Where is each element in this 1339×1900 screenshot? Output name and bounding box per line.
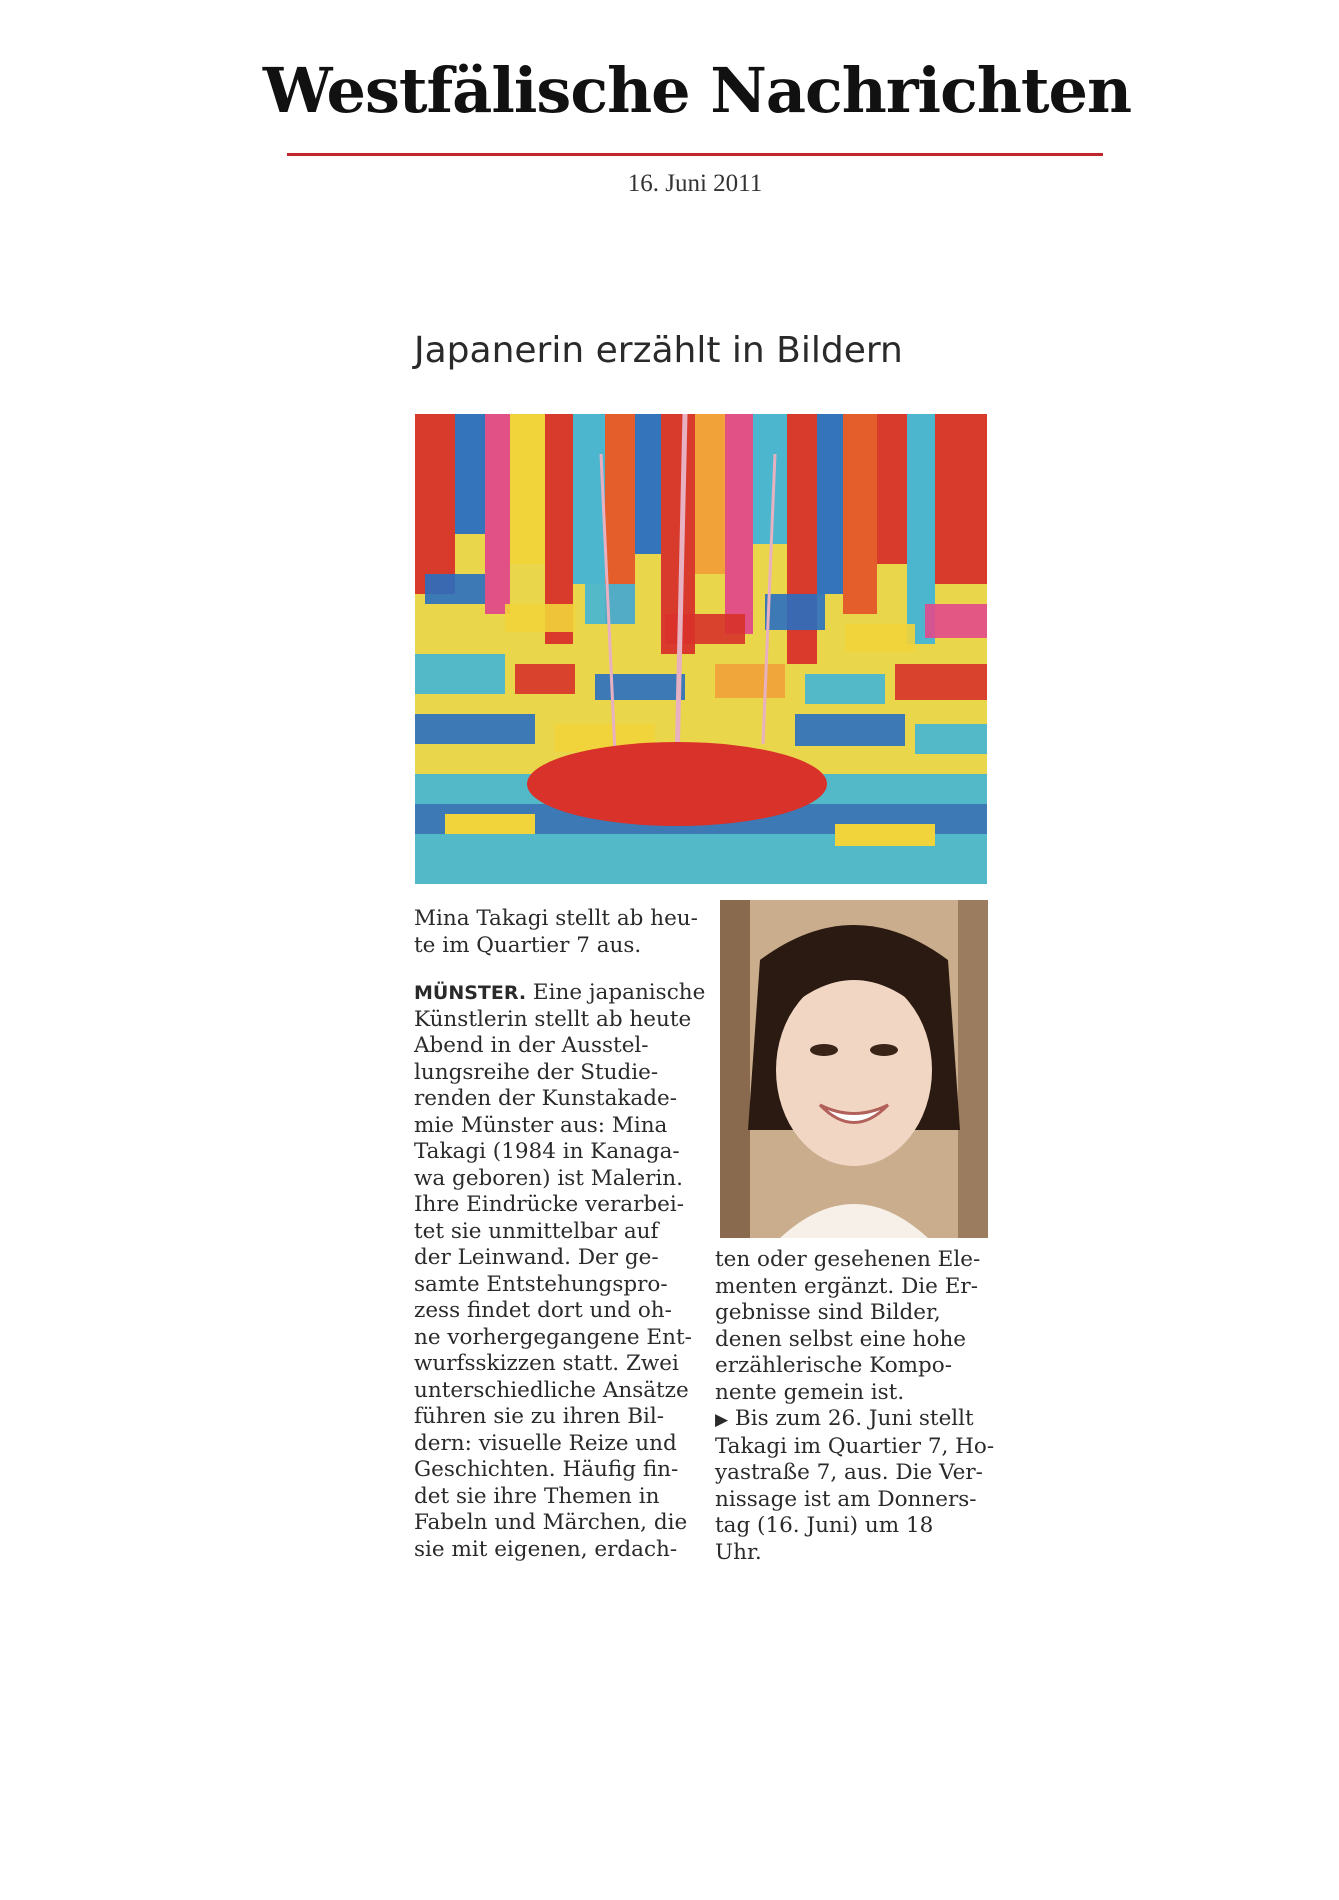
info-line-rest: Bis zum 26. Juni stellt xyxy=(728,1406,974,1431)
image-caption xyxy=(414,906,704,959)
body-line: Fabeln und Märchen, die xyxy=(414,1510,688,1535)
article-headline: Japanerin erzählt in Bildern xyxy=(414,330,903,371)
body-line: führen sie zu ihren Bil- xyxy=(414,1404,665,1429)
body-line: det sie ihre Themen in xyxy=(414,1483,660,1509)
body-line: zess findet dort und oh- xyxy=(414,1298,672,1323)
body-line: denen selbst eine hohe xyxy=(715,1326,967,1352)
arrow-icon: ▶ xyxy=(715,1410,729,1430)
body-line: gebnisse sind Bilder, xyxy=(715,1300,941,1325)
caption-line: te im Quartier 7 aus. xyxy=(414,932,642,958)
body-line: tet sie unmittelbar auf xyxy=(414,1218,659,1244)
body-line: nente gemein ist. xyxy=(715,1379,905,1405)
masthead-rule xyxy=(287,153,1103,156)
body-line-rest: Eine japanische xyxy=(526,980,706,1005)
body-line: Künstlerin stellt ab heute xyxy=(414,1006,692,1032)
body-line: wa geboren) ist Malerin. xyxy=(414,1165,683,1191)
body-line: Abend in der Ausstel- xyxy=(414,1033,649,1058)
body-line: samte Entstehungspro- xyxy=(414,1271,668,1297)
caption-line: Mina Takagi stellt ab heu- xyxy=(414,906,698,931)
info-line: tag (16. Juni) um 18 xyxy=(715,1513,934,1538)
info-line: Takagi im Quartier 7, Ho- xyxy=(715,1433,995,1459)
info-line: Uhr. xyxy=(715,1539,762,1565)
body-line: lungsreihe der Studie- xyxy=(414,1059,659,1085)
body-line: der Leinwand. Der ge- xyxy=(414,1245,659,1270)
body-line: Ihre Eindrücke verarbei- xyxy=(414,1192,684,1217)
body-line: erzählerische Kompo- xyxy=(715,1353,953,1378)
dateline: MÜNSTER. xyxy=(414,982,527,1004)
painting-image xyxy=(415,414,987,884)
body-line: renden der Kunstakade- xyxy=(414,1086,677,1111)
body-line: unterschiedliche Ansätze xyxy=(414,1377,689,1403)
body-line: dern: visuelle Reize und xyxy=(414,1430,677,1456)
body-line: Takagi (1984 in Kanaga- xyxy=(414,1139,680,1164)
body-line: wurfsskizzen statt. Zwei xyxy=(414,1351,679,1376)
body-line xyxy=(414,980,714,1007)
issue-date: 16. Juni 2011 xyxy=(627,170,763,197)
info-line: yastraße 7, aus. Die Ver- xyxy=(715,1460,983,1485)
newspaper-masthead: Westfälische Nachrichten xyxy=(262,53,1132,127)
body-line: ten oder gesehenen Ele- xyxy=(715,1247,981,1272)
body-line: Geschichten. Häufig fin- xyxy=(414,1457,679,1482)
artist-portrait xyxy=(720,900,988,1238)
body-line: ne vorhergegangene Ent- xyxy=(414,1324,692,1350)
article-body-left-column xyxy=(414,980,714,1563)
info-line xyxy=(715,1406,1015,1434)
info-line: nissage ist am Donners- xyxy=(715,1486,977,1512)
body-line: mie Münster aus: Mina xyxy=(414,1112,668,1138)
body-line: menten ergänzt. Die Er- xyxy=(715,1273,978,1299)
article-body-right-column xyxy=(715,1247,1015,1566)
body-line: sie mit eigenen, erdach- xyxy=(414,1536,678,1562)
